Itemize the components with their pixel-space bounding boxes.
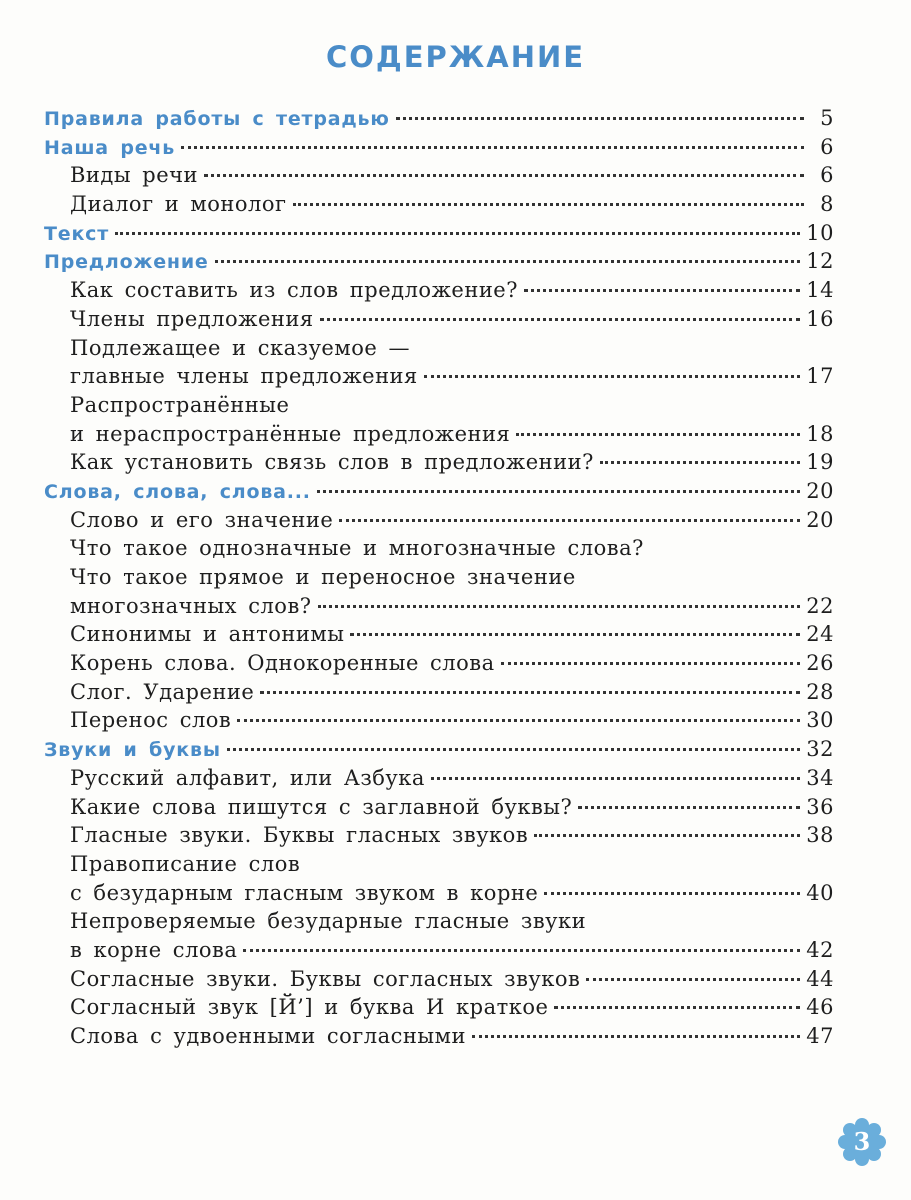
- toc-entry-label: Гласные звуки. Буквы гласных звуков: [70, 823, 529, 848]
- toc-page-number: 24: [806, 622, 834, 647]
- toc-page-number: 26: [806, 651, 834, 676]
- dot-leader: [317, 490, 800, 493]
- dot-leader: [243, 949, 800, 952]
- toc-entry-row: [44, 391, 834, 420]
- toc-page-number: 19: [806, 450, 834, 475]
- toc-page-number: 12: [806, 249, 834, 274]
- toc-section-label: Слова, слова, слова...: [44, 480, 311, 503]
- toc-section-row: [44, 219, 834, 248]
- toc-entry-label: многозначных слов?: [70, 593, 312, 618]
- dot-leader: [586, 978, 800, 981]
- dot-leader: [431, 777, 800, 780]
- toc-page-number: 36: [806, 794, 834, 819]
- dot-leader: [293, 203, 804, 206]
- dot-leader: [501, 662, 801, 665]
- toc-entry-label: Слог. Ударение: [70, 679, 255, 704]
- toc-page-number: 20: [806, 478, 834, 503]
- toc-entry-row: [44, 678, 834, 707]
- toc-entry-row: [44, 448, 834, 477]
- toc-entry-label: Правописание слов: [70, 851, 301, 876]
- toc-entry-row: [44, 592, 834, 621]
- toc-page-number: 32: [806, 737, 834, 762]
- toc-entry-label: Русский алфавит, или Азбука: [70, 765, 425, 790]
- toc-page-number: 40: [806, 880, 834, 905]
- toc-page-number: 42: [806, 937, 834, 962]
- toc-entry-row: [44, 907, 834, 936]
- dot-leader: [524, 289, 800, 292]
- dot-leader: [578, 806, 800, 809]
- toc-entry-row: [44, 1022, 834, 1051]
- toc-page-number: 47: [806, 1024, 834, 1048]
- toc-entry-label: Слова с удвоенными согласными: [70, 1024, 466, 1048]
- toc-page-number: 46: [806, 995, 834, 1020]
- dot-leader: [424, 375, 800, 378]
- toc-page-number: 30: [806, 708, 834, 733]
- toc-entry-label: Корень слова. Однокоренные слова: [70, 651, 495, 676]
- toc-entry-label: Виды речи: [70, 163, 198, 188]
- dot-leader: [534, 834, 800, 837]
- page-title: СОДЕРЖАНИЕ: [325, 40, 586, 74]
- dot-leader: [339, 519, 800, 522]
- toc-entry-label: Диалог и монолог: [70, 192, 287, 217]
- toc-entry-label: Перенос слов: [70, 708, 232, 733]
- dot-leader: [115, 232, 800, 235]
- toc-entry-row: [44, 506, 834, 535]
- toc-entry-row: [44, 190, 834, 219]
- toc-page-number: 22: [806, 593, 834, 618]
- toc-entry-row: [44, 420, 834, 449]
- toc-entry-row: [44, 821, 834, 850]
- page-number: 3: [853, 1127, 871, 1156]
- toc-entry-label: Непроверяемые безударные гласные звуки: [70, 909, 587, 934]
- toc-entry-row: [44, 764, 834, 793]
- toc-entry-row: [44, 305, 834, 334]
- dot-leader: [516, 433, 800, 436]
- toc-entry-row: [44, 534, 834, 563]
- toc-entry-label: Как установить связь слов в предложении?: [70, 450, 594, 475]
- toc-page-number: 8: [820, 192, 834, 217]
- toc-entry-label: Подлежащее и сказуемое —: [70, 335, 410, 360]
- toc-page-number: 6: [820, 163, 834, 188]
- toc-entry-label: Слово и его значение: [70, 507, 334, 532]
- toc-entry-row: [44, 276, 834, 305]
- toc-entry-label: Согласные звуки. Буквы согласных звуков: [70, 966, 581, 991]
- toc-entry-row: [44, 965, 834, 994]
- toc-section-label: Наша речь: [44, 136, 176, 159]
- page-number-badge: [836, 1116, 888, 1168]
- toc-entry-label: Согласный звук [Й’] и буква И краткое: [70, 995, 549, 1020]
- dot-leader: [396, 117, 804, 120]
- toc-entry-label: и нераспространённые предложения: [70, 421, 511, 446]
- toc-entry-label: Синонимы и антонимы: [70, 622, 345, 647]
- toc-page-number: 20: [806, 507, 834, 532]
- toc-entry-label: Как составить из слов предложение?: [70, 278, 518, 303]
- dot-leader: [181, 146, 804, 149]
- toc-entry-row: [44, 334, 834, 363]
- toc-page-number: 44: [806, 966, 834, 991]
- toc-page-number: 34: [806, 765, 834, 790]
- dot-leader: [237, 719, 800, 722]
- dot-leader: [204, 174, 804, 177]
- toc-entry-row: [44, 850, 834, 879]
- toc-entry-row: [44, 793, 834, 822]
- toc-page-number: 14: [806, 278, 834, 303]
- toc-entry-row: [44, 879, 834, 908]
- toc-section-row: [44, 735, 834, 764]
- toc-page-number: 28: [806, 679, 834, 704]
- toc-entry-row: [44, 161, 834, 190]
- toc-entry-label: Распространённые: [70, 392, 290, 417]
- toc-entry-row: [44, 706, 834, 735]
- dot-leader: [215, 260, 801, 263]
- toc-entry-label: с безударным гласным звуком в корне: [70, 880, 539, 905]
- toc-section-row: [44, 133, 834, 162]
- toc-page-number: 6: [820, 134, 834, 159]
- toc-section-row: [44, 104, 834, 133]
- toc-entry-label: Что такое прямое и переносное значение: [70, 565, 576, 589]
- toc-entry-row: [44, 936, 834, 965]
- toc-section-label: Предложение: [44, 251, 209, 274]
- table-of-contents: [44, 104, 834, 1051]
- toc-entry-row: [44, 563, 834, 592]
- dot-leader: [472, 1035, 800, 1038]
- dot-leader: [318, 605, 801, 608]
- toc-entry-row: [44, 993, 834, 1022]
- toc-entry-label: Какие слова пишутся с заглавной буквы?: [70, 794, 573, 819]
- toc-section-label: Текст: [44, 222, 110, 245]
- toc-page-number: 38: [806, 823, 834, 848]
- dot-leader: [260, 691, 800, 694]
- dot-leader: [600, 461, 800, 464]
- toc-entry-row: [44, 649, 834, 678]
- dot-leader: [554, 1006, 800, 1009]
- toc-entry-label: в корне слова: [70, 937, 238, 962]
- toc-entry-label: Члены предложения: [70, 306, 314, 331]
- toc-section-row: [44, 247, 834, 276]
- toc-page-number: 18: [806, 421, 834, 446]
- toc-page-number: 5: [820, 106, 834, 130]
- toc-page-number: 17: [806, 364, 834, 389]
- toc-section-row: [44, 477, 834, 506]
- dot-leader: [350, 633, 800, 636]
- toc-section-label: Правила работы с тетрадью: [44, 108, 390, 130]
- toc-entry-row: [44, 620, 834, 649]
- toc-entry-label: Что такое однозначные и многозначные слова?: [70, 536, 644, 561]
- dot-leader: [227, 748, 800, 751]
- toc-section-label: Звуки и буквы: [44, 739, 221, 762]
- dot-leader: [320, 318, 801, 321]
- toc-entry-label: главные члены предложения: [70, 364, 418, 389]
- toc-page-number: 10: [806, 220, 834, 245]
- dot-leader: [544, 892, 800, 895]
- toc-page-number: 16: [806, 306, 834, 331]
- toc-entry-row: [44, 362, 834, 391]
